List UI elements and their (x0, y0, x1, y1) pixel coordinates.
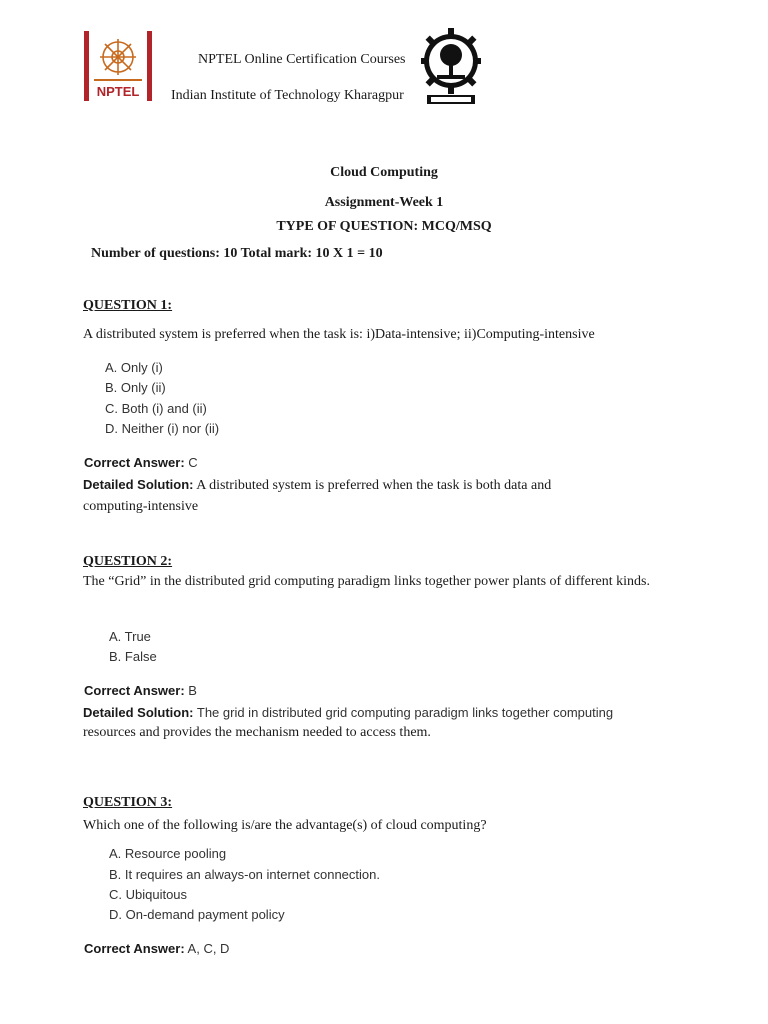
question-2-option-b: B. False (109, 649, 157, 664)
course-title: Cloud Computing (330, 165, 438, 180)
question-2-solution-continued: resources and provides the mechanism needed to access them. (83, 725, 431, 740)
question-2-heading: QUESTION 2: (83, 554, 173, 569)
question-2-text: The “Grid” in the distributed grid computing paradigm links together power plants of different kinds. (83, 574, 650, 589)
question-count-label: Number of questions (91, 246, 216, 261)
iit-kharagpur-logo (421, 27, 481, 107)
question-count (91, 246, 383, 262)
question-3-option-b: B. It requires an always-on internet connection. (109, 867, 380, 882)
question-2-solution-label: Detailed Solution: (83, 705, 194, 720)
question-1-text: A distributed system is preferred when the task is: i)Data-intensive; ii)Computing-intensive (83, 327, 595, 342)
header-line-1: NPTEL Online Certification Courses (198, 52, 406, 67)
question-type: TYPE OF QUESTION: MCQ/MSQ (276, 219, 492, 234)
question-1-answer (84, 455, 198, 470)
question-2-solution (83, 704, 703, 722)
question-1-option-c: C. Both (i) and (ii) (105, 401, 207, 416)
question-1-option-d: D. Neither (i) nor (ii) (105, 421, 220, 436)
question-1-answer-label: Correct Answer: (84, 455, 185, 470)
question-2-answer (84, 683, 197, 698)
nptel-logo-text: NPTEL (96, 84, 140, 99)
question-3-answer-value: A, C, D (184, 941, 230, 956)
question-3-text: Which one of the following is/are the advantage(s) of cloud computing? (83, 818, 487, 833)
question-2-option-a: A. True (109, 629, 151, 644)
question-1-option-b: B. Only (ii) (105, 380, 166, 395)
question-2-answer-value: B (184, 683, 197, 698)
question-1-answer-value: C (184, 455, 198, 470)
question-1-solution-label: Detailed Solution: (83, 477, 194, 492)
question-1-solution (83, 474, 613, 517)
header-line-2: Indian Institute of Technology Kharagpur (171, 88, 404, 103)
question-3-option-a: A. Resource pooling (109, 846, 227, 861)
question-1-heading: QUESTION 1: (83, 298, 173, 313)
question-count-value: : 10 Total mark: 10 X 1 = 10 (215, 246, 383, 261)
question-1-option-a: A. Only (i) (105, 360, 163, 375)
question-3-option-d: D. On-demand payment policy (109, 907, 285, 922)
question-3-option-c: C. Ubiquitous (109, 887, 188, 902)
question-3-heading: QUESTION 3: (83, 795, 173, 810)
assignment-title: Assignment-Week 1 (324, 195, 444, 210)
question-2-solution-text: The grid in distributed grid computing paradigm links together computing (193, 705, 614, 720)
question-3-answer-label: Correct Answer: (84, 941, 185, 956)
question-2-answer-label: Correct Answer: (84, 683, 185, 698)
question-1-solution-text: A distributed system is preferred when the task is both data and computing-intensive (83, 478, 552, 514)
question-3-answer (84, 941, 229, 956)
